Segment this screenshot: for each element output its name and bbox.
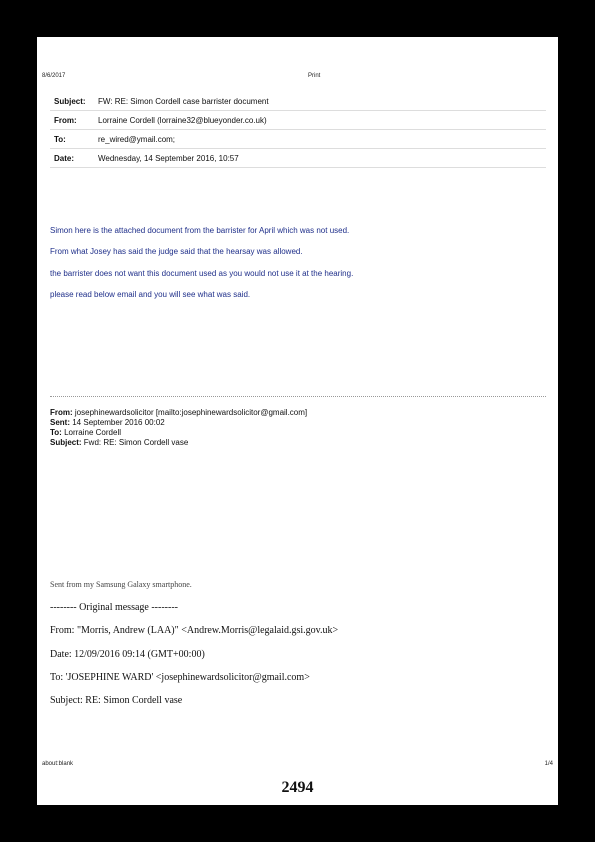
to-value: re_wired@ymail.com; [94,130,546,149]
body-line: Simon here is the attached document from the barrister for April which was not used. [50,226,350,235]
from-label: From: [50,111,94,130]
forwarded-header [50,408,307,448]
divider [50,396,546,397]
subject-label: Subject: [50,92,94,111]
to-label: To: [50,130,94,149]
body-line: the barrister does not want this document used as you would not use it at the hearing. [50,269,354,278]
fwd-to-value: Lorraine Cordell [64,428,121,437]
footer-url: about:blank [42,761,74,767]
original-from: From: "Morris, Andrew (LAA)" <Andrew.Morris@legalaid.gsi.gov.uk> [50,625,339,636]
date-value: Wednesday, 14 September 2016, 10:57 [94,149,546,168]
fwd-subject-value: Fwd: RE: Simon Cordell vase [83,438,189,447]
original-subject: Subject: RE: Simon Cordell vase [50,695,183,706]
page-number: 2494 [281,779,314,796]
from-value: Lorraine Cordell (lorraine32@blueyonder.co.uk) [94,111,546,130]
fwd-sent-value: 14 September 2016 00:02 [72,418,165,427]
fwd-subject-label: Subject: [50,438,82,447]
fwd-to-label: To: [50,428,62,437]
print-title: Print [308,73,321,79]
date-label: Date: [50,149,94,168]
print-date: 8/6/2017 [42,73,66,79]
original-to: To: 'JOSEPHINE WARD' <josephinewardsolicitor@gmail.com> [50,672,310,683]
table-row [50,149,546,168]
email-header-table [50,92,546,168]
footer-page-count: 1/4 [544,761,553,767]
sent-from-line: Sent from my Samsung Galaxy smartphone. [50,580,192,589]
fwd-from-value: josephinewardsolicitor [mailto:josephinewardsolicitor@gmail.com] [74,408,308,417]
table-row [50,111,546,130]
fwd-from-label: From: [50,408,73,417]
document-page [37,37,558,805]
fwd-sent-label: Sent: [50,418,70,427]
body-line: From what Josey has said the judge said that the hearsay was allowed. [50,247,303,256]
table-row [50,130,546,149]
table-row [50,92,546,111]
body-line: please read below email and you will see what was said. [50,290,251,299]
subject-value: FW: RE: Simon Cordell case barrister document [94,92,546,111]
original-date: Date: 12/09/2016 09:14 (GMT+00:00) [50,649,205,660]
original-separator: -------- Original message -------- [50,602,178,613]
